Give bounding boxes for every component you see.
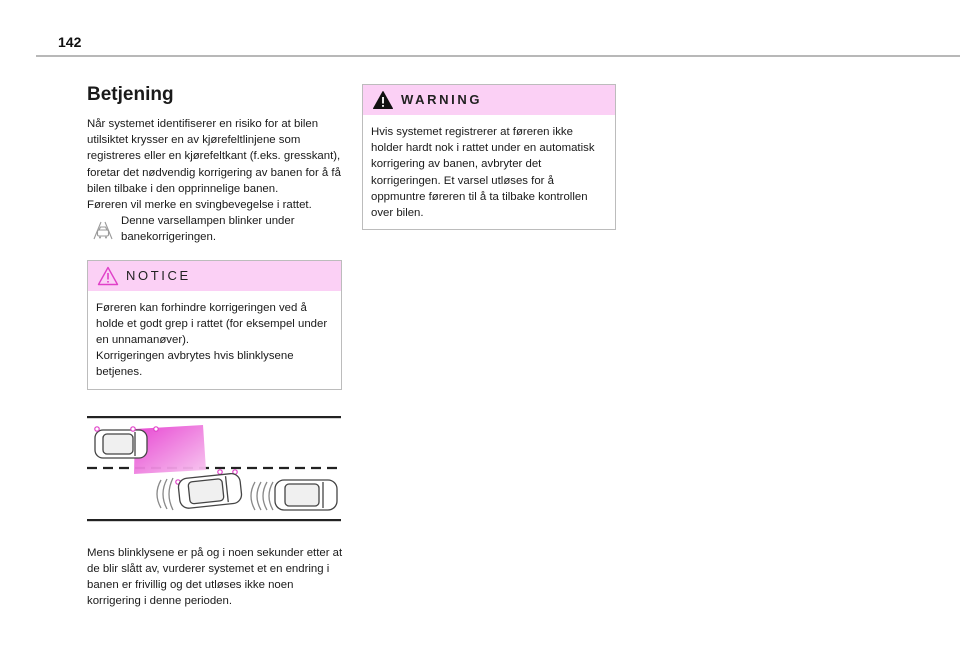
middle-column — [362, 84, 616, 230]
section-title: Betjening — [87, 84, 174, 105]
warning-triangle-filled-icon — [372, 90, 394, 110]
steering-note: Føreren vil merke en svingbevegelse i rattet. — [87, 199, 312, 212]
notice-text-1: Føreren kan forhindre korrigeringen ved å holde et godt grep i rattet (for eksempel under en unnamanøver). — [96, 301, 328, 347]
car-correcting — [178, 472, 243, 508]
lane-edge-top — [87, 416, 341, 418]
intro-paragraph: Når systemet identifiserer en risiko for at bilen utilsiktet krysser en av kjørefeltlinjene som registreres eller en kjørefeltkant (f.eks. gresskant), foretar det nødvendig korrigering av banen for å få bilen tilbake i den opprinnelige banen. — [87, 118, 341, 195]
lane-edge-bottom — [87, 519, 341, 521]
warning-box — [362, 84, 616, 230]
car-initial — [95, 430, 147, 458]
lane-keeping-correction-illustration — [87, 416, 343, 524]
warning-title: WARNING — [401, 92, 483, 107]
motion-arcs-1 — [157, 478, 173, 510]
notice-header — [88, 261, 341, 291]
lane-departure-warning-lamp-icon — [90, 219, 116, 241]
motion-arcs-2 — [251, 482, 273, 510]
header-divider — [36, 55, 960, 57]
notice-text-2: Korrigeringen avbrytes hvis blinklysene betjenes. — [96, 350, 294, 379]
car-final — [275, 480, 337, 510]
warning-header — [363, 85, 615, 115]
warning-triangle-outline-icon — [97, 266, 119, 286]
notice-body — [88, 291, 341, 389]
warning-lamp-row — [87, 213, 343, 245]
notice-box — [87, 260, 342, 390]
warning-body — [363, 115, 615, 229]
page-number: 142 — [58, 34, 82, 50]
warning-lamp-text: Denne varsellampen blinker under banekorrigeringen. — [121, 215, 295, 244]
notice-title: NOTICE — [126, 267, 191, 283]
warning-text: Hvis systemet registrerer at føreren ikke holder hardt nok i rattet under en automatisk korrigering av banen, avbryter det korrigeringen. Et varsel utløses for å oppmuntre føreren til å ta tilbake kontrollen over bilen. — [371, 126, 595, 220]
illustration-caption: Mens blinklysene er på og i noen sekunder etter at de blir slått av, vurderer systemet et en endring i banen er frivillig og det utløses ikke noen korrigering i denne perioden. — [87, 546, 343, 608]
left-column — [87, 84, 343, 609]
